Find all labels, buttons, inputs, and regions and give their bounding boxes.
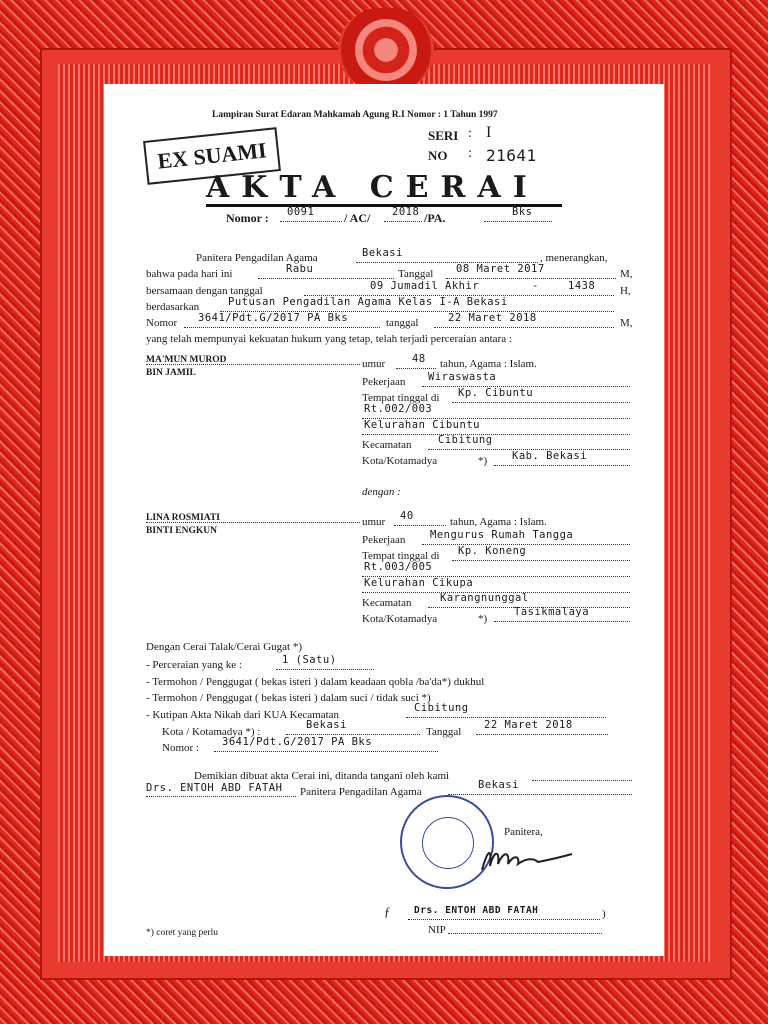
signer-name-2: Drs. ENTOH ABD FATAH: [414, 905, 539, 916]
tanggal2-label: tanggal: [386, 317, 419, 329]
party1-umur: 48: [412, 353, 426, 365]
party2-kota-label: Kota/Kotamadya: [362, 613, 438, 625]
nomor-place: Bks: [512, 206, 533, 218]
dengan-text: dengan :: [362, 486, 401, 498]
panitera-text: Panitera Pengadilan Agama: [196, 252, 318, 264]
termohon-line1: - Termohon / Penggugat ( bekas isteri ) dalam keadaan qobla /ba'da*) dukhul: [146, 676, 485, 688]
footnote: *) coret yang perlu: [146, 928, 219, 938]
handwritten-signature: [478, 842, 578, 876]
tanggal-value: 08 Maret 2017: [456, 263, 545, 275]
nomor-label: Nomor :: [226, 211, 269, 225]
pengadilan-place: Bekasi: [478, 779, 519, 791]
signature-mark: ƒ: [384, 904, 391, 919]
party2-name2: BINTI ENGKUN: [146, 526, 217, 536]
party2-tempat1: Kp. Koneng: [458, 545, 527, 557]
signer-name: Drs. ENTOH ABD FATAH: [146, 782, 283, 794]
hari-value: Rabu: [286, 263, 314, 275]
seri-value: I: [486, 124, 492, 141]
perceraian-ke-value: 1 (Satu): [282, 654, 337, 666]
nomor-ac: / AC/: [344, 211, 371, 225]
nomor-number: 0091: [287, 206, 315, 218]
party1-tempat-label: Tempat tinggal di: [362, 392, 440, 404]
panitera-pengadilan-label: Panitera Pengadilan Agama: [300, 786, 422, 798]
hijri-dash: -: [532, 280, 539, 292]
party2-tempat2: Rt.003/005: [364, 561, 433, 573]
demikian-text: Demikian dibuat akta Cerai ini, ditanda tangani oleh kami: [194, 770, 450, 782]
party1-kota-label: Kota/Kotamadya: [362, 455, 438, 467]
nomor-putusan-label: Nomor: [146, 317, 178, 329]
party2-tempat-label: Tempat tinggal di: [362, 550, 440, 562]
party1-kota: Kab. Bekasi: [512, 450, 588, 462]
party2-kota: Tasikmalaya: [514, 606, 590, 618]
kekuatan-text: yang telah mempunyai kekuatan hukum yang tetap, telah terjadi perceraian antara :: [146, 333, 512, 345]
party1-name2: BIN JAMIL: [146, 368, 196, 378]
party1-kecamatan-label: Kecamatan: [362, 439, 412, 451]
no-label: NO: [428, 148, 448, 163]
berdasarkan-label: berdasarkan: [146, 301, 200, 313]
party2-kecamatan-label: Kecamatan: [362, 597, 412, 609]
party1-pekerjaan-label: Pekerjaan: [362, 376, 406, 388]
party1-kota-mark: *): [478, 455, 488, 467]
menerangkan-text: , menerangkan,: [540, 252, 608, 264]
party2-umur: 40: [400, 510, 414, 522]
tanggal-kua-value: 22 Maret 2018: [484, 719, 573, 731]
panitera-title: Panitera,: [504, 826, 543, 838]
lampiran-text: Lampiran Surat Edaran Mahkamah Agung R.I Nomor : 1 Tahun 1997: [212, 110, 498, 120]
hijri-year: 1438: [568, 280, 596, 292]
party2-umur-label: umur: [362, 516, 386, 528]
m-label-2: M,: [620, 317, 633, 329]
tanggal-label: Tanggal: [398, 268, 434, 280]
nomor-kua-value: 3641/Pdt.G/2017 PA Bks: [222, 736, 373, 748]
party2-pekerjaan: Mengurus Rumah Tangga: [430, 529, 574, 541]
termohon-line2: - Termohon / Penggugat ( bekas isteri ) dalam suci / tidak suci *): [146, 692, 431, 704]
bersamaan-label: bersamaan dengan tanggal: [146, 285, 263, 297]
kutipan-value: Cibitung: [414, 702, 469, 714]
party1-agama: tahun, Agama : Islam.: [440, 358, 537, 370]
party2-agama: tahun, Agama : Islam.: [450, 516, 547, 528]
party2-pekerjaan-label: Pekerjaan: [362, 534, 406, 546]
party1-tempat2: Rt.002/003: [364, 403, 433, 415]
party1-tempat3: Kelurahan Cibuntu: [364, 419, 480, 431]
nip-label: NIP: [428, 924, 446, 936]
hari-label: bahwa pada hari ini: [146, 268, 233, 280]
berdasarkan-value: Putusan Pengadilan Agama Kelas I-A Bekasi: [228, 296, 508, 308]
tanggal-kua-label: Tanggal: [426, 726, 462, 738]
ornament-crest: [338, 8, 434, 92]
party2-kota-mark: *): [478, 613, 488, 625]
party1-name: MA'MUN MUROD: [146, 355, 227, 365]
h-label: H,: [620, 285, 631, 297]
tanggal2-value: 22 Maret 2018: [448, 312, 537, 324]
close-paren: ): [602, 908, 606, 920]
party2-tempat3: Kelurahan Cikupa: [364, 577, 474, 589]
party2-kecamatan: Karangnunggal: [440, 592, 529, 604]
putusan-number: 3641/Pdt.G/2017 PA Bks: [198, 312, 349, 324]
m-label-1: M,: [620, 268, 633, 280]
nomor-year: 2018: [392, 206, 420, 218]
perceraian-ke-label: - Perceraian yang ke :: [146, 659, 242, 671]
hijri-date: 09 Jumadil Akhir: [370, 280, 480, 292]
no-value: 21641: [486, 146, 537, 165]
title-underline: [206, 204, 562, 207]
seri-label: SERI: [428, 128, 459, 143]
party1-kecamatan: Cibitung: [438, 434, 493, 446]
ex-suami-stamp: EX SUAMI: [143, 127, 281, 185]
page-title: AKTA CERAI: [206, 170, 539, 205]
nomor-kua-label: Nomor :: [162, 742, 199, 754]
kutipan-label: - Kutipan Akta Nikah dari KUA Kecamatan: [146, 709, 340, 721]
party1-pekerjaan: Wiraswasta: [428, 371, 497, 383]
nomor-pa: /PA.: [424, 211, 446, 225]
party1-tempat1: Kp. Cibuntu: [458, 387, 534, 399]
cerai-text: Dengan Cerai Talak/Cerai Gugat *): [146, 641, 303, 653]
kota-kua-value: Bekasi: [306, 719, 347, 731]
pengadilan-value: Bekasi: [362, 247, 403, 259]
party1-umur-label: umur: [362, 358, 386, 370]
kota-kua-label: Kota / Kotamadya *) :: [162, 726, 261, 738]
party2-name: LINA ROSMIATI: [146, 513, 220, 523]
